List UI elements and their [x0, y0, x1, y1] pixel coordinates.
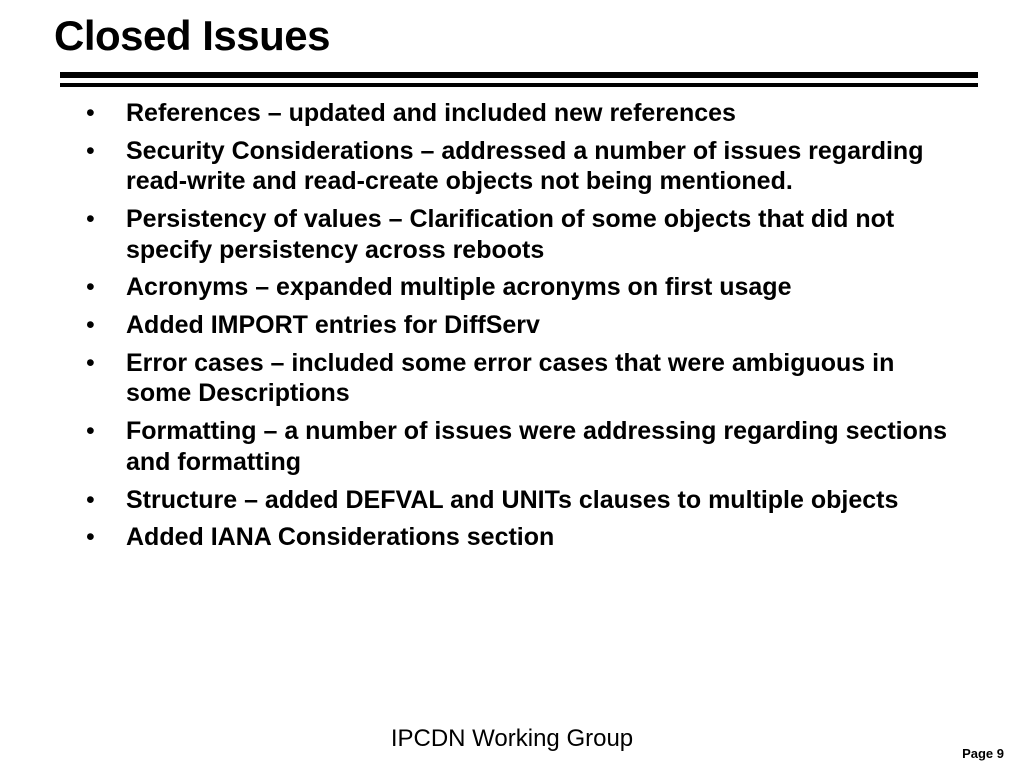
page-number: Page 9 [962, 746, 1004, 761]
bullet-item [86, 98, 956, 129]
bullet-item [86, 272, 956, 303]
slide-title: Closed Issues [54, 12, 330, 59]
bullet-icon: • [86, 348, 95, 377]
bullet-icon: • [86, 523, 95, 552]
bullet-list [86, 98, 956, 560]
bullet-icon: • [86, 311, 95, 340]
title-divider-thick [60, 72, 978, 78]
bullet-text: Security Considerations – addressed a number of issues regarding read-write and read-create objects not being mentioned. [126, 136, 924, 196]
bullet-text: Persistency of values – Clarification of some objects that did not specify persistency across reboots [126, 205, 895, 264]
bullet-item [86, 136, 956, 197]
bullet-text: References – updated and included new references [126, 99, 736, 127]
bullet-icon: • [86, 485, 95, 514]
bullet-icon: • [86, 205, 95, 234]
bullet-icon: • [86, 417, 95, 446]
bullet-text: Structure – added DEFVAL and UNITs clauses to multiple objects [126, 485, 899, 514]
bullet-icon: • [86, 99, 95, 127]
bullet-text: Added IMPORT entries for DiffServ [126, 311, 540, 340]
bullet-text: Error cases – included some error cases that were ambiguous in some Descriptions [126, 348, 895, 408]
title-divider-thin [60, 83, 978, 87]
bullet-text: Acronyms – expanded multiple acronyms on first usage [126, 273, 792, 302]
footer-group-name: IPCDN Working Group [390, 725, 634, 752]
bullet-text: Added IANA Considerations section [126, 523, 555, 552]
bullet-item [86, 522, 956, 553]
bullet-text: Formatting – a number of issues were addressing regarding sections and formatting [126, 417, 948, 476]
bullet-icon: • [86, 136, 95, 165]
bullet-item [86, 485, 956, 516]
bullet-icon: • [86, 273, 95, 302]
bullet-item [86, 348, 956, 409]
bullet-item [86, 416, 956, 477]
bullet-item [86, 204, 956, 265]
bullet-item [86, 310, 956, 341]
